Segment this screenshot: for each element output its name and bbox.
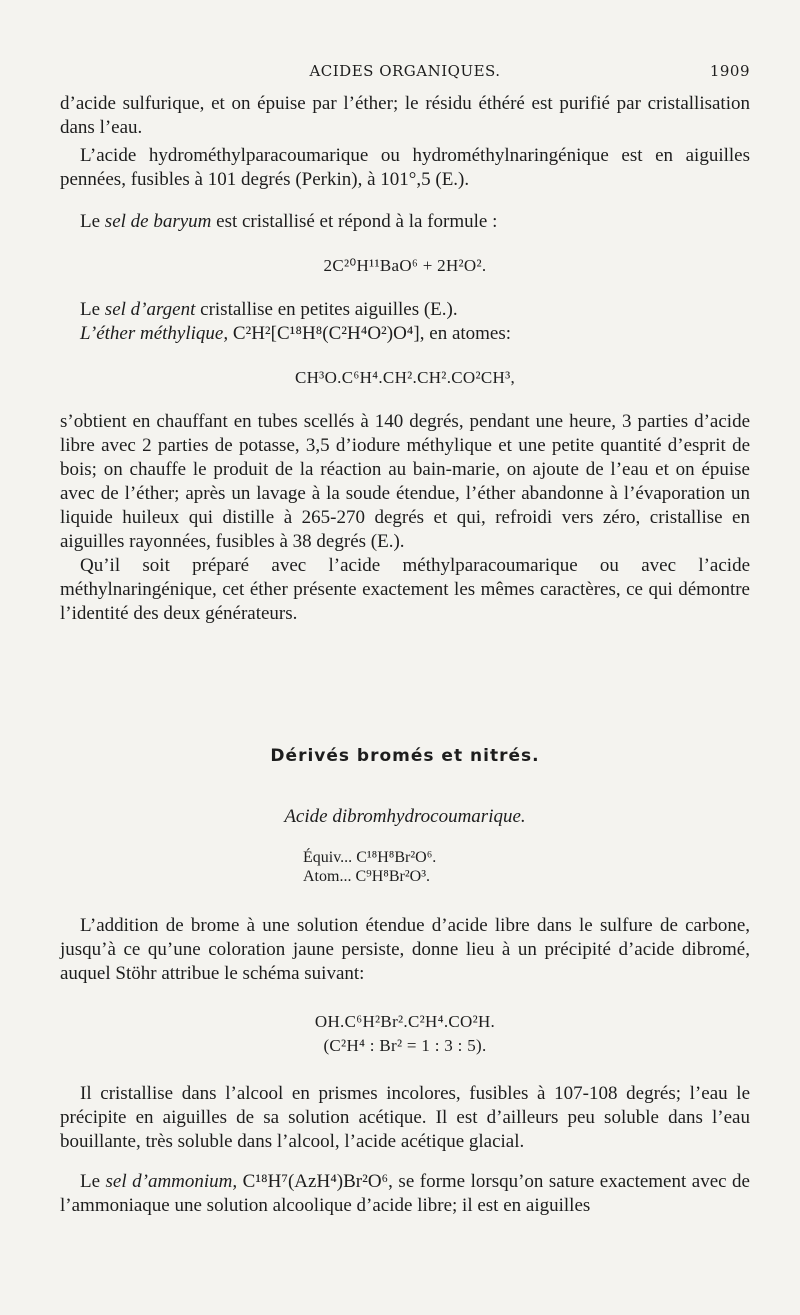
paragraph-6: s’obtient en chauffant en tubes scellés à 140 degrés, pendant une heure, 3 parties d’acide libre avec 2 parties de potasse, 3,5 d’iodure méthylique et une petite quantité d’esprit de bois; on chauffe le produit de la réaction au bain-marie, on ajoute de l’eau et on épuise avec de l’éther; après un lavage à la soude étendue, l’éther abandonne à l’évaporation un liquide huileux qui distille à 265-270 degrés et qui, refroidi vers zéro, cristallise en aiguilles rayonnées, fusibles à 38 degrés (E.).	[60, 411, 750, 552]
text-block-bottom	[60, 914, 750, 1218]
p4-text-b: cristallise en petites aiguilles (E.).	[195, 299, 458, 320]
paragraph-8: L’addition de brome à une solution étendue d’acide libre dans le sulfure de carbone, jusqu’à ce qu’une coloration jaune persiste, donne lieu à un précipité d’acide dibromé, auquel Stöhr attribue le schéma suivant:	[60, 915, 750, 984]
equiv-row	[303, 848, 436, 867]
formula-baryum: 2C²⁰H¹¹BaO⁶ + 2H²O².	[323, 256, 487, 275]
section-subheading: Acide dibromhydrocoumarique.	[284, 806, 526, 827]
formula-ether: CH³O.C⁶H⁴.CH².CH².CO²CH³,	[294, 368, 516, 387]
p10-italic: sel d’ammonium,	[105, 1171, 238, 1192]
p5-italic: L’éther méthylique,	[80, 323, 229, 344]
equiv-formula: C¹⁸H⁸Br²O⁶.	[356, 849, 437, 866]
p4-text-a: Le	[80, 299, 105, 320]
p4-italic: sel d’argent	[104, 299, 196, 320]
atom-label: Atom...	[303, 868, 352, 885]
p10-text-a: Le	[80, 1171, 106, 1192]
formula-stohr: OH.C⁶H²Br².C²H⁴.CO²H.	[314, 1012, 496, 1031]
paragraph-4	[60, 298, 750, 322]
page-number: 1909	[709, 62, 750, 80]
atom-formula: C⁹H⁸Br²O³.	[355, 868, 430, 885]
paragraph-5	[60, 322, 750, 346]
p5-text-b: C²H²[C¹⁸H⁸(C²H⁴O²)O⁴], en atomes:	[228, 323, 512, 344]
p3-text-a: Le	[80, 211, 105, 232]
equiv-label: Équiv...	[303, 849, 353, 866]
p3-italic: sel de baryum	[104, 211, 212, 232]
paragraph-3	[60, 210, 750, 234]
paragraph-7: Qu’il soit préparé avec l’acide méthylparacoumarique ou avec l’acide méthylnaringénique, cet éther présente exactement les mêmes caractères, ce qui démontre l’identité des deux générateurs.	[60, 555, 750, 624]
p10-text-b: C¹⁸H⁷(AzH⁴)Br²O⁶, se forme lorsqu’on sature exactement avec de l’ammoniaque une solution alcoolique d’acide libre; il est en aiguilles	[60, 1171, 750, 1216]
text-block-top	[60, 92, 750, 626]
paragraph-2: L’acide hydrométhylparacoumarique ou hydrométhylnaringénique est en aiguilles pennées, fusibles à 101 degrés (Perkin), à 101°,5 (E.).	[60, 145, 750, 190]
section-heading: Dérivés bromés et nitrés.	[270, 746, 540, 766]
equivalence-table	[303, 848, 436, 886]
running-header	[60, 58, 750, 84]
paragraph-1: d’acide sulfurique, et on épuise par l’éther; le résidu éthéré est purifié par cristallisation dans l’eau.	[60, 93, 750, 138]
paragraph-9: Il cristallise dans l’alcool en prismes incolores, fusibles à 107-108 degrés; l’eau le précipite en aiguilles de sa solution acétique. Il est d’ailleurs peu soluble dans l’eau bouillante, très soluble dans l’alcool, l’acide acétique glacial.	[60, 1083, 750, 1152]
paragraph-10	[60, 1170, 750, 1218]
running-title: ACIDES ORGANIQUES.	[309, 62, 501, 80]
atom-row	[303, 867, 436, 886]
p3-text-b: est cristallisé et répond à la formule :	[211, 211, 498, 232]
formula-ratio: (C²H⁴ : Br² = 1 : 3 : 5).	[323, 1036, 487, 1055]
